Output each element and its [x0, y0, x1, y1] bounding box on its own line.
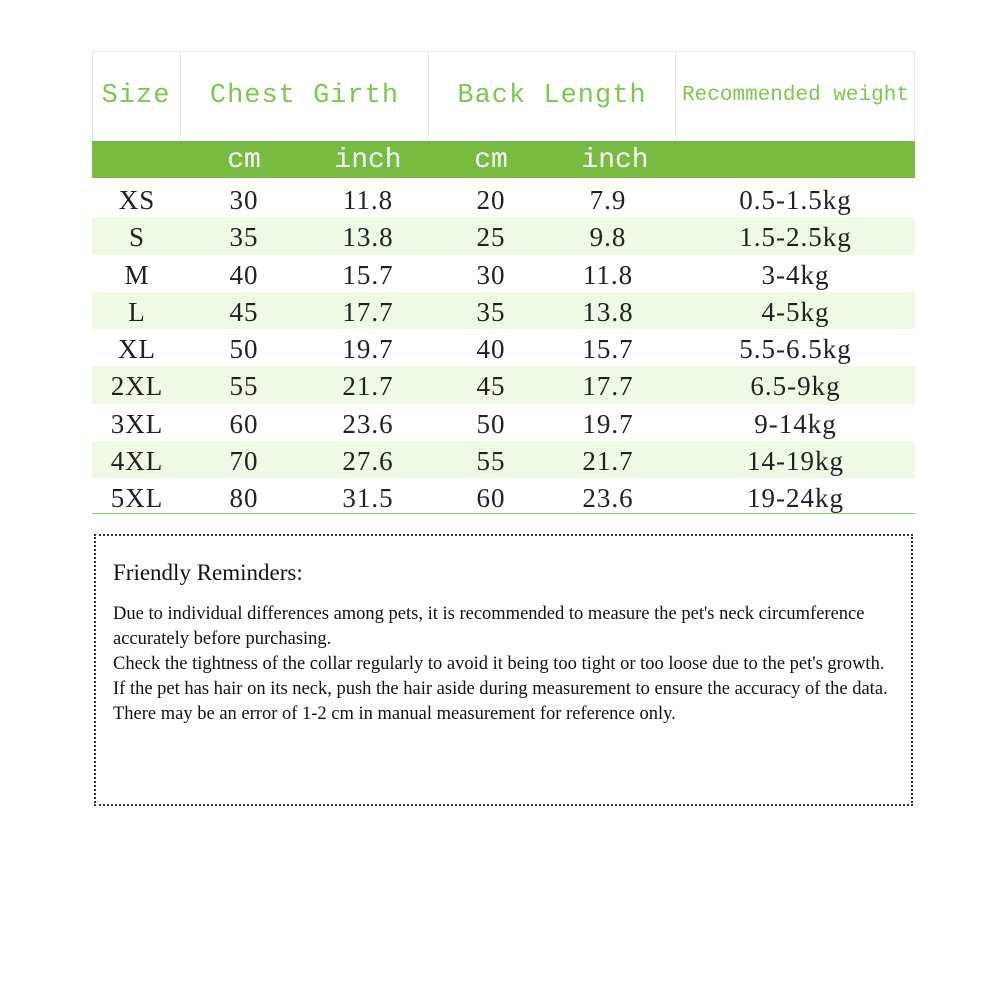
cell-back-inch: 19.7	[582, 408, 634, 439]
size-table-body	[92, 180, 915, 516]
cell-weight: 14-19kg	[747, 446, 844, 477]
unit-row	[92, 141, 915, 178]
table-row	[92, 441, 915, 478]
cell-back-cm: 20	[476, 185, 506, 215]
cell-weight: 3-4kg	[761, 259, 830, 290]
cell-back-inch: 7.9	[589, 185, 627, 215]
unit-chest-inch: inch	[334, 145, 402, 176]
cell-chest-cm: 35	[229, 222, 259, 253]
cell-back-cm: 30	[476, 259, 506, 290]
cell-back-cm: 40	[476, 334, 506, 365]
cell-chest-inch: 27.6	[342, 446, 394, 477]
cell-chest-inch: 21.7	[342, 371, 394, 402]
cell-weight: 1.5-2.5kg	[739, 222, 852, 253]
cell-back-inch: 23.6	[582, 483, 634, 514]
table-row	[92, 404, 915, 441]
reminder-line: There may be an error of 1-2 cm in manual measurement for reference only.	[113, 704, 676, 724]
cell-back-inch: 9.8	[589, 222, 627, 253]
header-back-length: Back Length	[429, 51, 676, 140]
cell-back-inch: 11.8	[582, 259, 634, 290]
cell-back-cm: 50	[476, 408, 506, 439]
table-bottom-border	[92, 513, 915, 514]
header-recommended-weight: Recommended weight	[682, 84, 909, 107]
cell-size: L	[128, 296, 146, 327]
header-chest-girth: Chest Girth	[181, 51, 429, 140]
cell-chest-cm: 40	[229, 259, 259, 290]
cell-size: M	[124, 259, 150, 290]
cell-chest-inch: 11.8	[342, 185, 394, 215]
cell-weight: 5.5-6.5kg	[739, 334, 852, 365]
cell-weight: 4-5kg	[761, 296, 830, 327]
cell-size: 2XL	[110, 371, 164, 402]
cell-chest-inch: 15.7	[342, 259, 394, 290]
cell-chest-cm: 50	[229, 334, 259, 365]
cell-chest-cm: 70	[229, 446, 259, 477]
table-row	[92, 255, 915, 292]
table-row	[92, 478, 915, 515]
cell-back-cm: 60	[476, 483, 506, 514]
unit-chest-cm: cm	[227, 145, 261, 176]
cell-chest-cm: 45	[229, 296, 259, 327]
friendly-reminders-box	[94, 534, 913, 806]
table-header-row	[92, 51, 915, 140]
cell-size: 4XL	[110, 446, 164, 477]
cell-size: S	[128, 222, 146, 253]
reminder-line: Due to individual differences among pets, it is recommended to measure the pet's neck circumference accurately before purchasing.	[113, 604, 865, 649]
cell-back-inch: 15.7	[582, 334, 634, 365]
cell-back-cm: 55	[476, 446, 506, 477]
table-row	[92, 366, 915, 403]
cell-back-inch: 17.7	[582, 371, 634, 402]
cell-chest-inch: 31.5	[342, 483, 394, 514]
table-row	[92, 329, 915, 366]
cell-size: 5XL	[110, 483, 164, 514]
table-row	[92, 180, 915, 217]
cell-back-inch: 21.7	[582, 446, 634, 477]
cell-back-cm: 35	[476, 296, 506, 327]
cell-back-cm: 45	[476, 371, 506, 402]
header-size: Size	[92, 51, 181, 140]
table-row	[92, 292, 915, 329]
reminder-line: If the pet has hair on its neck, push the hair aside during measurement to ensure the accuracy of the data.	[113, 679, 888, 699]
cell-back-inch: 13.8	[582, 296, 634, 327]
unit-back-inch: inch	[581, 145, 649, 176]
cell-weight: 9-14kg	[754, 408, 837, 439]
cell-chest-cm: 60	[229, 408, 259, 439]
cell-chest-cm: 80	[229, 483, 259, 514]
unit-back-cm: cm	[474, 145, 508, 176]
cell-size: XS	[118, 185, 156, 215]
cell-chest-inch: 23.6	[342, 408, 394, 439]
cell-chest-inch: 19.7	[342, 334, 394, 365]
table-row	[92, 217, 915, 254]
cell-back-cm: 25	[476, 222, 506, 253]
cell-chest-cm: 30	[229, 185, 259, 215]
cell-size: XL	[118, 334, 156, 365]
cell-chest-cm: 55	[229, 371, 259, 402]
cell-chest-inch: 17.7	[342, 296, 394, 327]
cell-weight: 0.5-1.5kg	[739, 185, 852, 215]
cell-size: 3XL	[110, 408, 164, 439]
cell-chest-inch: 13.8	[342, 222, 394, 253]
cell-weight: 19-24kg	[747, 483, 844, 514]
reminder-line: Check the tightness of the collar regularly to avoid it being too tight or too loose due to the pet's growth.	[113, 654, 885, 674]
reminders-title: Friendly Reminders:	[113, 560, 303, 585]
cell-weight: 6.5-9kg	[750, 371, 841, 402]
reminders-text	[113, 602, 898, 727]
